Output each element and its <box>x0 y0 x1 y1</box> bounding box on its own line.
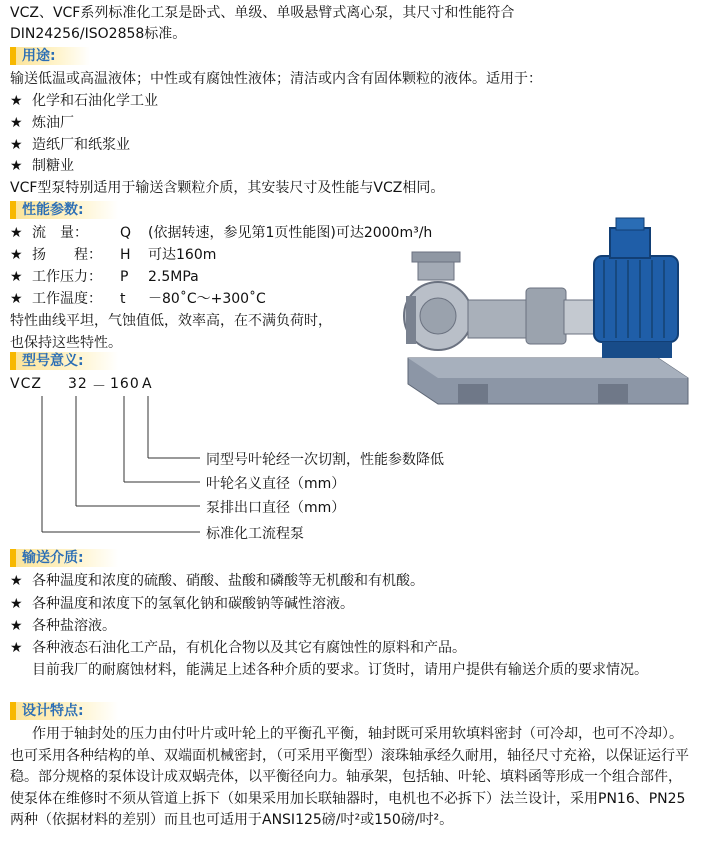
usage-item: ★ 造纸厂和纸浆业 <box>10 137 130 153</box>
model-annotation: 同型号叶轮经一次切割，性能参数降低 <box>206 452 444 468</box>
usage-note: VCF型泵特别适用于输送含颗粒介质，其安装尺寸及性能与VCZ相同。 <box>10 180 445 196</box>
performance-section-title: 性能参数: <box>10 201 118 219</box>
usage-item: ★ 炼油厂 <box>10 115 74 131</box>
intro-line-2: DIN24256/ISO2858标准。 <box>10 26 187 42</box>
usage-item: ★ 化学和石油化学工业 <box>10 93 158 109</box>
star-icon: ★ <box>10 618 23 634</box>
design-section-title: 设计特点: <box>10 702 118 720</box>
model-annotation: 标准化工流程泵 <box>206 526 304 542</box>
star-icon: ★ <box>10 269 23 285</box>
performance-row: ★ 工作温度： t －80˚C～+300˚C <box>10 291 266 307</box>
intro-line-1: VCZ、VCF系列标准化工泵是卧式、单级、单吸悬臂式离心泵，其尺寸和性能符合 <box>10 5 515 21</box>
model-code-impeller: 160 <box>110 376 140 392</box>
star-icon: ★ <box>10 596 23 612</box>
performance-row: ★ 工作压力： P 2.5MPa <box>10 269 199 285</box>
model-section-title: 型号意义: <box>10 352 118 370</box>
star-icon: ★ <box>10 291 23 307</box>
media-item: ★ 各种液态石油化工产品，有机化合物以及其它有腐蚀性的原料和产品。 <box>10 640 466 656</box>
design-text: 作用于轴封处的压力由付叶片或叶轮上的平衡孔平衡，轴封既可采用软填料密封（可冷却，也可不冷却）。也可采用各种结构的单、双端面机械密封，（可采用平衡型）滚珠轴承经久耐用，轴径尺寸充裕，以保证运行平稳。部分规格的泵体设计成双蜗壳体，以平衡径向力。轴承架，包括轴、叶轮、填料函等形成一个组合部件，使泵体在维修时不须从管道上拆下（如果采用加长联轴器时，电机也不必拆下）法兰设计，采用PN16、PN25两种（依据材料的差别）而且也可适用于ANSI125磅/吋²或150磅/吋²。 <box>10 726 689 828</box>
star-icon: ★ <box>10 115 23 131</box>
star-icon: ★ <box>10 158 23 174</box>
performance-note-1: 特性曲线平坦，气蚀值低，效率高，在不满负荷时， <box>10 313 332 329</box>
media-item: ★ 各种温度和浓度下的氢氧化钠和碳酸钠等碱性溶液。 <box>10 596 354 612</box>
model-code-cut: A <box>142 376 153 392</box>
star-icon: ★ <box>10 247 23 263</box>
star-icon: ★ <box>10 225 23 241</box>
usage-item: ★ 制糖业 <box>10 158 74 174</box>
star-icon: ★ <box>10 573 23 589</box>
media-item: ★ 各种温度和浓度的硫酸、硝酸、盐酸和磷酸等无机酸和有机酸。 <box>10 573 424 589</box>
model-annotation: 叶轮名义直径（mm） <box>206 476 346 492</box>
media-note: 目前我厂的耐腐蚀材料，能满足上述各种介质的要求。订货时，请用户提供有输送介质的要求情况。 <box>32 662 648 678</box>
media-section-title: 输送介质: <box>10 549 118 567</box>
media-item: ★ 各种盐溶液。 <box>10 618 116 634</box>
star-icon: ★ <box>10 640 23 656</box>
performance-note-2: 也保持这些特性。 <box>10 335 122 351</box>
usage-section-title: 用途: <box>10 47 90 65</box>
star-icon: ★ <box>10 93 23 109</box>
performance-row: ★ 扬 程： H 可达160m <box>10 247 217 263</box>
model-code-series: VCZ <box>10 376 42 392</box>
usage-desc: 输送低温或高温液体；中性或有腐蚀性液体；清洁或内含有固体颗粒的液体。适用于： <box>10 71 542 87</box>
model-code-dash: － <box>92 379 107 395</box>
model-annotation: 泵排出口直径（mm） <box>206 500 346 516</box>
performance-row: ★ 流 量： Q (依据转速，参见第1页性能图)可达2000m³/h <box>10 225 433 241</box>
star-icon: ★ <box>10 137 23 153</box>
model-code-outlet: 32 <box>68 376 88 392</box>
